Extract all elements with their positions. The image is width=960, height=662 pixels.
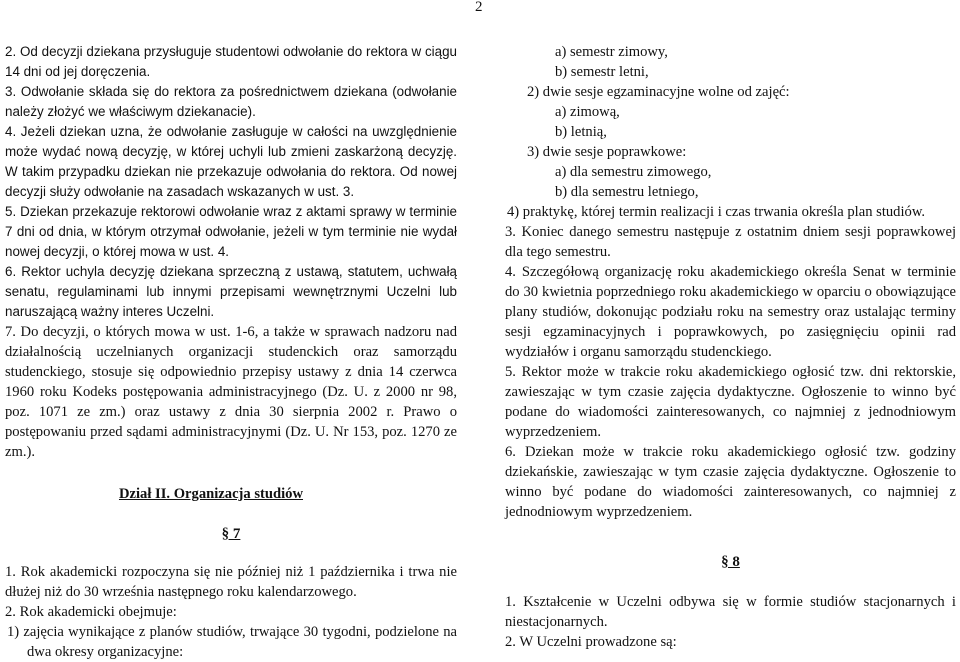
section-7-text: § 7 bbox=[221, 526, 241, 542]
right-column bbox=[505, 42, 956, 652]
paragraph: 7. Do decyzji, o których mowa w ust. 1-6, a także w sprawach nadzoru nad działalnością uczelnianych organizacji studenckich oraz samorządu studenckiego, stosuje się odpowiednio przepisy ustawy z dnia 14 czerwca 1960 roku Kodeks postępowania administracyjnego (Dz. U. z 2000 nr 98, poz. 1071 ze zm.) oraz ustawy z dnia 30 sierpnia 2002 r. Prawo o postępowaniu przed sądami administracyjnymi (Dz. U. Nr 153, poz. 1270 ze zm.). bbox=[5, 324, 457, 460]
page-number: 2 bbox=[475, 0, 483, 15]
paragraph: b) letnią, bbox=[555, 124, 607, 140]
paragraph: 4. Szczegółową organizację roku akademickiego określa Senat w terminie do 30 kwietnia poprzedniego roku akademickiego w oparciu o obowiązujące plany studiów, dokonując podziału roku na semestry oraz ustalając terminy sesji egzaminacyjnych i poprawkowych, po zasięgnięciu opinii rad wydziałów i organu samorządu studenckiego. bbox=[505, 264, 956, 360]
paragraph: 2. Od decyzji dziekana przysługuje studentowi odwołanie do rektora w ciągu 14 dni od jej doręczenia. bbox=[5, 44, 457, 79]
paragraph: 5. Rektor może w trakcie roku akademickiego ogłosić tzw. dni rektorskie, zawieszając w tym czasie zajęcia dydaktyczne. Ogłoszenie to winno być podane do wiadomości zainteresowanych, co najmniej z jednodniowym wyprzedzeniem. bbox=[505, 364, 956, 440]
section-8-heading bbox=[505, 552, 956, 572]
paragraph: 2. W Uczelni prowadzone są: bbox=[505, 634, 677, 650]
paragraph: 3) dwie sesje poprawkowe: bbox=[527, 144, 687, 160]
paragraph: 6. Dziekan może w trakcie roku akademickiego ogłosić tzw. godziny dziekańskie, zawieszając w tym czasie zajęcia dydaktyczne. Ogłoszenie to winno być podane do wiadomości zainteresowanych, co najmniej z jednodniowym wyprzedzeniem. bbox=[505, 444, 956, 520]
paragraph: 1. Rok akademicki rozpoczyna się nie później niż 1 października i trwa nie dłużej niż do 30 września następnego roku kalendarzowego. bbox=[5, 564, 457, 600]
left-paragraphs bbox=[5, 42, 457, 462]
paragraph: 1. Kształcenie w Uczelni odbywa się w formie studiów stacjonarnych i niestacjonarnych. bbox=[505, 594, 956, 630]
paragraph: 5. Dziekan przekazuje rektorowi odwołanie wraz z aktami sprawy w terminie 7 dni od dnia, w którym otrzymał odwołanie, jeżeli w tym terminie nie wydał nowej decyzji, o której mowa w ust. 4. bbox=[5, 204, 457, 259]
paragraph: a) semestr zimowy, bbox=[555, 44, 668, 60]
paragraph: b) semestr letni, bbox=[555, 64, 649, 80]
paragraph: b) dla semestru letniego, bbox=[555, 184, 699, 200]
paragraph: 4. Jeżeli dziekan uzna, że odwołanie zasługuje w całości na uwzględnienie może wydać nową decyzję, w której uchyli lub zmieni zaskarżoną decyzję. W takim przypadku dziekan nie przekazuje odwołania do rektora. Od nowej decyzji służy odwołanie na zasadach wskazanych w ust. 3. bbox=[5, 124, 457, 199]
right-after-paragraphs bbox=[505, 592, 956, 652]
paragraph: 4) praktykę, której termin realizacji i czas trwania określa plan studiów. bbox=[507, 204, 926, 220]
left-column bbox=[5, 42, 457, 662]
section-8-text: § 8 bbox=[721, 554, 740, 570]
paragraph: 3. Koniec danego semestru następuje z ostatnim dniem sesji poprawkowej dla tego semestru. bbox=[505, 224, 956, 260]
paragraph: 6. Rektor uchyla decyzję dziekana sprzeczną z ustawą, statutem, uchwałą senatu, regulaminami lub innymi przepisami wewnętrznymi Uczelni lub naruszającą ważny interes Uczelni. bbox=[5, 264, 457, 319]
paragraph: 3. Odwołanie składa się do rektora za pośrednictwem dziekana (odwołanie należy złożyć we właściwym dziekanacie). bbox=[5, 84, 457, 119]
paragraph: a) zimową, bbox=[555, 104, 620, 120]
paragraph: 2. Rok akademicki obejmuje: bbox=[5, 604, 177, 620]
chapter-heading-text: Dział II. Organizacja studiów bbox=[118, 486, 304, 502]
chapter-heading bbox=[0, 484, 457, 504]
paragraph: a) dla semestru zimowego, bbox=[555, 164, 712, 180]
right-paragraphs bbox=[505, 42, 956, 522]
section-7-heading bbox=[5, 524, 457, 544]
left-after-paragraphs bbox=[5, 562, 457, 662]
paragraph: 1) zajęcia wynikające z planów studiów, trwające 30 tygodni, podzielone na dwa okresy organizacyjne: bbox=[7, 624, 457, 660]
paragraph: 2) dwie sesje egzaminacyjne wolne od zajęć: bbox=[527, 84, 790, 100]
